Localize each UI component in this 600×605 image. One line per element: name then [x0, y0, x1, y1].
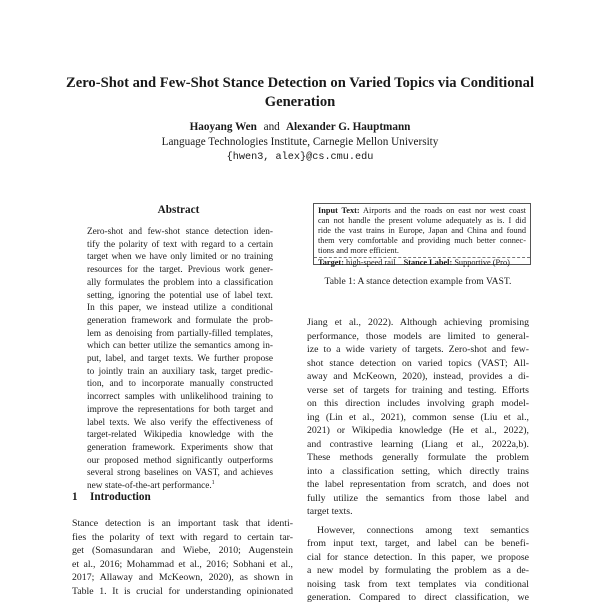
author-name: Haoyang Wen	[189, 121, 257, 133]
table-input-line: can not handle the present volume adequately as is. I did	[318, 216, 526, 226]
body-line: Table 1. It is crucial for understanding opinionated	[72, 585, 293, 597]
section-number: 1	[72, 491, 78, 503]
title-line: Zero-Shot and Few-Shot Stance Detection on Varied Topics via Conditional	[66, 75, 534, 91]
body-line: verse set of targets for training and testing. Efforts	[307, 384, 529, 396]
body-line: the label representation from scratch, and does not	[307, 479, 529, 490]
abstract-line: setting, ignoring the potential use of label text.	[87, 290, 273, 301]
body-line: et al., 2016; Mohammad et al., 2016; Sobhani et al.,	[72, 558, 293, 570]
stance-label: Stance Label:	[403, 258, 453, 268]
author-conjunction: and	[263, 121, 280, 133]
table-1-caption: Table 1: A stance detection example from VAST.	[324, 276, 512, 287]
body-line: 2021) or Wikipedia knowledge (He et al., 2022),	[307, 425, 529, 436]
abstract-line: target-related Wikipedia knowledge with the	[87, 430, 273, 441]
body-line: a new model by formulating the problem as a de-	[307, 565, 529, 576]
abstract-line: tify the polarity of text with regard to a certain	[87, 239, 273, 250]
abstract-line: target when we have only limited or no training	[87, 252, 273, 263]
table-input-line	[318, 206, 526, 216]
body-line: from input text, target, and label can be benefi-	[307, 538, 529, 549]
table-meta-row	[318, 258, 526, 268]
author-name: Alexander G. Hauptmann	[285, 121, 411, 133]
body-line: These methods generally formulate the problem	[307, 452, 529, 463]
author-email: {hwen3, alex}@cs.cmu.edu	[226, 152, 374, 163]
body-line: and contrastive learning (Liang et al., 2022a,b).	[307, 438, 529, 450]
body-line: cial for stance detection. In this paper, we propose	[307, 551, 529, 563]
abstract-heading: Abstract	[157, 204, 200, 216]
abstract-line: Zero-shot and few-shot stance detection iden-	[87, 227, 273, 237]
body-line: into a classification setting, which directly trains	[307, 465, 529, 477]
body-line: Stance detection is an important task that identi-	[72, 518, 293, 529]
target-value: high-speed rail	[346, 258, 396, 268]
target-label: Target:	[318, 258, 344, 268]
introduction-left-column	[72, 517, 293, 598]
body-line: shot stance detection on varied topics (VAST; All-	[307, 357, 529, 369]
stance-cell	[404, 258, 510, 268]
body-line: on this direction includes involving graph model-	[307, 398, 529, 409]
body-line: Jiang et al., 2022). Although achieving promising	[307, 317, 529, 328]
body-line: However, connections among text semantics	[317, 524, 529, 536]
abstract-line: ally formulates the problem into a classification	[87, 277, 273, 288]
affiliation: Language Technologies Institute, Carnegie Mellon University	[161, 136, 439, 148]
body-line: target texts.	[307, 506, 353, 517]
abstract-line: improve the representations for both target and	[87, 404, 273, 415]
footnote-mark[interactable]: 1	[211, 480, 215, 487]
abstract-line: label texts. We also verify the effectiveness of	[87, 417, 273, 428]
body-line: get (Somasundaran and Wiebe, 2010; Augenstein	[72, 545, 293, 556]
body-line: ize to a wide variety of targets. Zero-shot and few-	[307, 344, 529, 355]
abstract-line: to jointly train an auxiliary task, target predic-	[87, 366, 273, 377]
abstract-line: lem as denoising from partially-filled templates,	[87, 328, 273, 339]
paper-title	[40, 74, 560, 112]
stance-value: Supportive (Pro)	[454, 258, 510, 268]
introduction-right-column	[307, 316, 529, 605]
abstract-line: generation framework and formulate the prob-	[87, 315, 273, 326]
abstract-body	[87, 226, 273, 493]
table-1	[313, 203, 531, 268]
abstract-line: our proposed method significantly outperforms	[87, 455, 273, 466]
body-line: fies the polarity of text with regard to certain tar-	[72, 531, 293, 543]
section-title: Introduction	[90, 491, 151, 503]
input-text-label: Input Text:	[318, 206, 360, 215]
section-heading-introduction	[72, 491, 151, 503]
abstract-line: several strong baselines on VAST, and achieves	[87, 468, 273, 479]
body-line: generation. Compared to direct classification, we	[307, 592, 529, 603]
body-line: fully utilize the semantics from those label and	[307, 492, 529, 504]
title-line: Generation	[264, 94, 336, 110]
abstract-line: In this paper, we instead utilize a conditional	[87, 303, 273, 314]
abstract-line: new state-of-the-art performance.	[87, 481, 212, 492]
table-input-line: them very comfortable and providing much better connec-	[318, 236, 526, 246]
input-text: Airports and the roads on east nor west coast	[363, 206, 526, 215]
table-input-line: tions and more efficient.	[318, 246, 399, 256]
body-line: 2017; Allaway and McKeown, 2020), as shown in	[72, 572, 293, 583]
abstract-line: incorrect samples with unlikelihood training to	[87, 392, 273, 403]
abstract-line: put, label, and target texts. We further propose	[87, 354, 273, 365]
body-line: noising task from text templates via conditional	[307, 578, 529, 590]
author-names	[40, 120, 560, 135]
abstract-line: resources for the target. Previous work gener-	[87, 265, 273, 276]
body-line: ing (Lin et al., 2021), common sense (Liu et al.,	[307, 411, 529, 423]
body-line: away and McKeown, 2020), instead, provides a di-	[307, 371, 529, 382]
abstract-line: tion, and to incorporate manually constructed	[87, 379, 273, 390]
author-block	[40, 120, 560, 165]
abstract-line: which can better utilize the semantics among in-	[87, 341, 273, 352]
abstract-line: generation framework. Experiments show that	[87, 442, 273, 453]
table-input-line: ride the vast trains in Europe, Japan and China and found	[318, 226, 526, 236]
body-line: performance, those models are limited to general-	[307, 330, 529, 342]
target-cell	[318, 258, 396, 268]
